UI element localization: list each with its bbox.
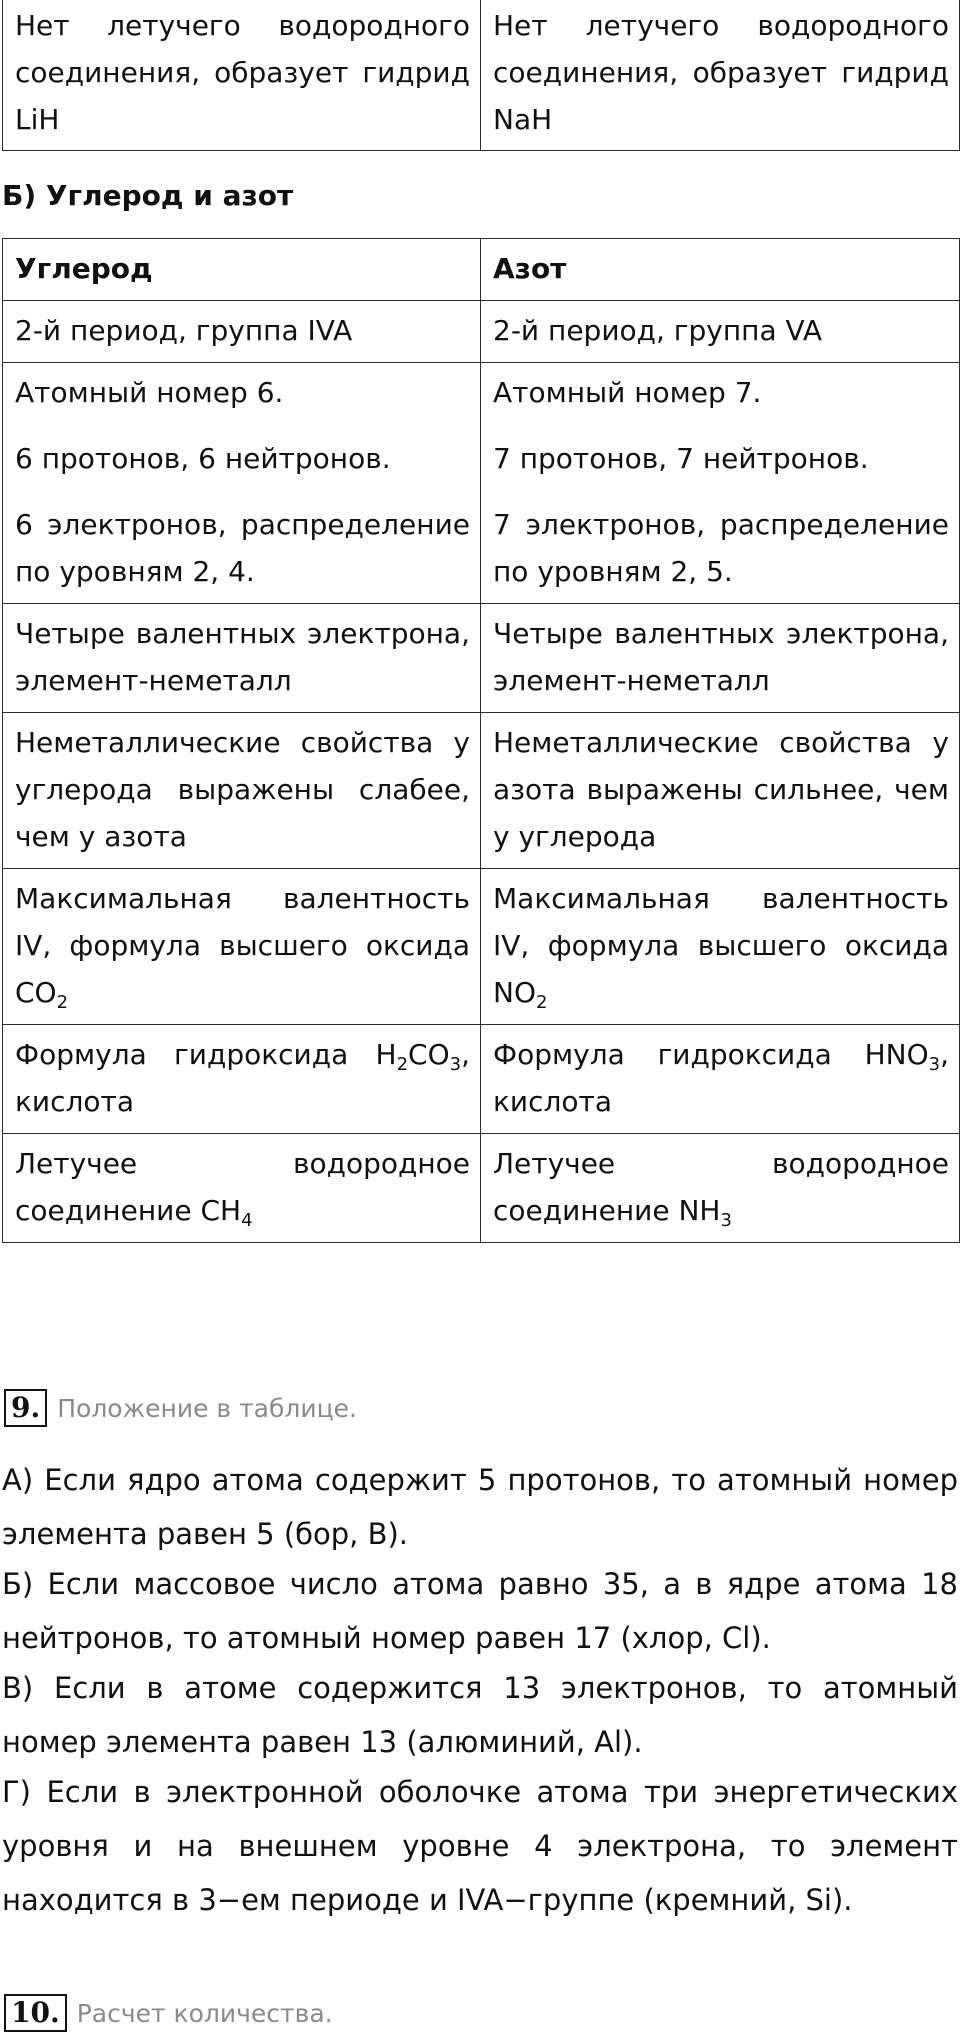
carbon-nitrogen-table xyxy=(2,238,960,1243)
answer-paragraph-v: В) Если в атоме содержится 13 электронов, то атомный номер элемента равен 13 (алюминий, Al). xyxy=(2,1671,958,1759)
task-number-box: 9. xyxy=(4,1389,47,1427)
table-cell xyxy=(3,604,481,713)
table-row xyxy=(3,713,960,869)
cell-text: 7 электронов, распределение по уровням 2, 5. xyxy=(493,508,949,588)
table-header-row xyxy=(3,239,960,301)
subscript: 2 xyxy=(535,992,548,1013)
task-heading-9 xyxy=(4,1389,357,1427)
cell-text: 2-й период, группа IVA xyxy=(15,314,353,347)
table-cell xyxy=(3,869,481,1025)
cell-text: Формула гидроксида H xyxy=(15,1038,397,1071)
table-cell xyxy=(481,604,960,713)
cell-text: 7 протонов, 7 нейтронов. xyxy=(493,442,869,475)
table-cell xyxy=(3,713,481,869)
table-cell xyxy=(481,869,960,1025)
cell-text: Атомный номер 6. xyxy=(15,376,284,409)
subscript: 3 xyxy=(449,1054,462,1075)
cell-text: Летучее водородное соединение CH xyxy=(15,1147,470,1227)
table-row xyxy=(3,0,960,151)
subscript: 2 xyxy=(396,1054,409,1075)
table-cell xyxy=(3,1025,481,1134)
table-row xyxy=(3,363,960,604)
table-cell xyxy=(3,1134,481,1243)
subscript: 4 xyxy=(241,1210,253,1231)
cell-text: , кислота xyxy=(493,1038,949,1118)
table-cell xyxy=(481,363,960,604)
task-title: Положение в таблице. xyxy=(57,1393,357,1423)
cell-text: CO xyxy=(408,1038,450,1071)
column-header-nitrogen: Азот xyxy=(481,239,960,301)
task-heading-10 xyxy=(4,1994,333,2032)
table-cell xyxy=(481,1134,960,1243)
table-cell xyxy=(3,363,481,604)
table-cell xyxy=(481,0,960,151)
cell-text: 6 протонов, 6 нейтронов. xyxy=(15,442,391,475)
table-cell xyxy=(481,301,960,363)
task-number-box: 10. xyxy=(4,1994,67,2032)
cell-text: 2-й период, группа VA xyxy=(493,314,823,347)
answer-paragraph-b: Б) Если массовое число атома равно 35, а в ядре атома 18 нейтронов, то атомный номер равен 17 (хлор, Cl). xyxy=(2,1567,958,1655)
table-row xyxy=(3,1134,960,1243)
subscript: 3 xyxy=(928,1054,941,1075)
table-row xyxy=(3,301,960,363)
table-row xyxy=(3,1025,960,1134)
cell-text: Максимальная валентность IV, формула высшего оксида CO xyxy=(15,882,470,1009)
answer-paragraph-a: А) Если ядро атома содержит 5 протонов, то атомный номер элемента равен 5 (бор, B). xyxy=(2,1463,958,1551)
cell-text: , кислота xyxy=(15,1038,470,1118)
subscript: 3 xyxy=(720,1210,732,1231)
cell-text: 6 электронов, распределение по уровням 2, 4. xyxy=(15,508,470,588)
cell-text: Летучее водородное соединение NH xyxy=(493,1147,949,1227)
task-title: Расчет количества. xyxy=(76,1998,333,2028)
cell-text: Нет летучего водородного соединения, образует гидрид NaH xyxy=(493,9,949,136)
cell-text: Нет летучего водородного соединения, образует гидрид LiH xyxy=(15,9,470,136)
table-cell xyxy=(481,1025,960,1134)
column-header-carbon: Углерод xyxy=(3,239,481,301)
table-cell xyxy=(3,301,481,363)
cell-text: Формула гидроксида HNO xyxy=(493,1038,929,1071)
cell-text: Атомный номер 7. xyxy=(493,376,762,409)
cell-text: Четыре валентных электрона, элемент-неметалл xyxy=(15,617,470,697)
cell-text: Четыре валентных электрона, элемент-неметалл xyxy=(493,617,949,697)
section-heading: Б) Углерод и азот xyxy=(2,179,294,212)
hydride-table xyxy=(2,0,960,151)
cell-text: Неметаллические свойства у углерода выражены слабее, чем у азота xyxy=(15,726,470,853)
cell-text: Максимальная валентность IV, формула высшего оксида NO xyxy=(493,882,949,1009)
table-row xyxy=(3,604,960,713)
subscript: 2 xyxy=(56,992,69,1013)
answer-paragraph-g: Г) Если в электронной оболочке атома три энергетических уровня и на внешнем уровне 4 электрона, то элемент находится в 3−ем периоде и IVA−группе (кремний, Si). xyxy=(2,1775,958,1917)
cell-text: Неметаллические свойства у азота выражены сильнее, чем у углерода xyxy=(493,726,949,853)
table-cell xyxy=(3,0,481,151)
table-cell xyxy=(481,713,960,869)
table-row xyxy=(3,869,960,1025)
